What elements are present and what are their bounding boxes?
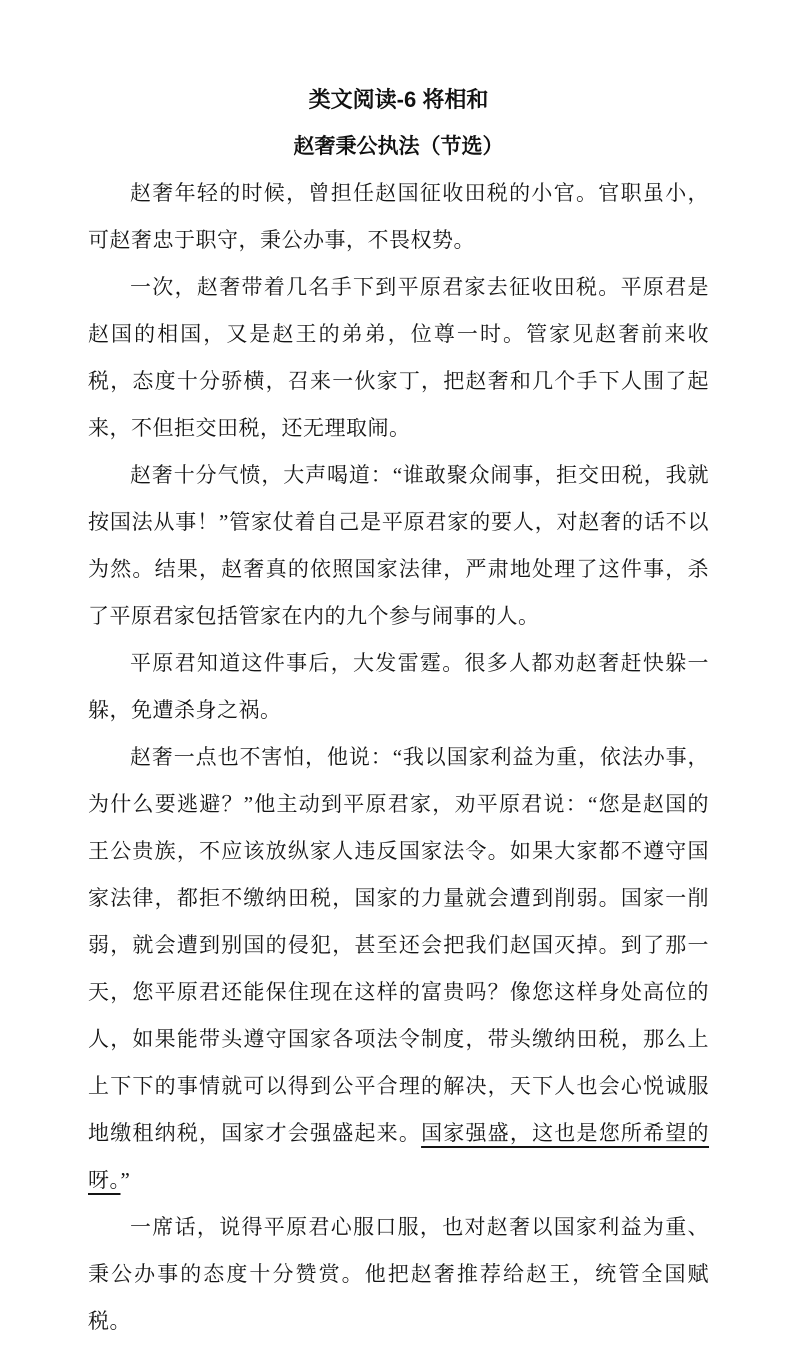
paragraph-5-text: 赵奢一点也不害怕，他说：“我以国家利益为重，依法办事，为什么要逃避？”他主动到平原君家，劝平原君说：“您是赵国的王公贵族，不应该放纵家人违反国家法令。如果大家都不遵守国家法律，都拒不缴纳田税，国家的力量就会遭到削弱。国家一削弱，就会遭到别国的侵犯，甚至还会把我们赵国灭掉。到了那一天，您平原君还能保住现在这样的富贵吗？像您这样身处高位的人，如果能带头遵守国家各项法令制度，带头缴纳田税，那么上上下下的事情就可以得到公平合理的解决，天下人也会心悦诚服地缴租纳税，国家才会强盛起来。 — [88, 745, 709, 1145]
document-body — [88, 170, 709, 1345]
paragraph-2: 一次，赵奢带着几名手下到平原君家去征收田税。平原君是赵国的相国，又是赵王的弟弟，位尊一时。管家见赵奢前来收税，态度十分骄横，召来一伙家丁，把赵奢和几个手下人围了起来，不但拒交田税，还无理取闹。 — [88, 275, 709, 440]
document-title: 类文阅读-6 将相和 — [308, 87, 489, 112]
paragraph-5 — [88, 734, 709, 1204]
paragraph-5-closing-quote: ” — [120, 1168, 131, 1192]
paragraph-4: 平原君知道这件事后，大发雷霆。很多人都劝赵奢赶快躲一躲，免遭杀身之祸。 — [88, 651, 709, 722]
paragraph-3: 赵奢十分气愤，大声喝道：“谁敢聚众闹事，拒交田税，我就按国法从事！”管家仗着自己是平原君家的要人，对赵奢的话不以为然。结果，赵奢真的依照国家法律，严肃地处理了这件事，杀了平原君家包括管家在内的九个参与闹事的人。 — [88, 463, 709, 628]
underlined-passage: 国家强盛，这也是您所希望的呀。 — [88, 1121, 710, 1192]
document-subtitle: 赵奢秉公执法（节选） — [293, 135, 504, 158]
paragraph-6: 一席话，说得平原君心服口服，也对赵奢以国家利益为重、秉公办事的态度十分赞赏。他把赵奢推荐给赵王，统管全国赋税。 — [88, 1215, 709, 1333]
paragraph-1: 赵奢年轻的时候，曾担任赵国征收田税的小官。官职虽小，可赵奢忠于职守，秉公办事，不畏权势。 — [88, 181, 709, 252]
